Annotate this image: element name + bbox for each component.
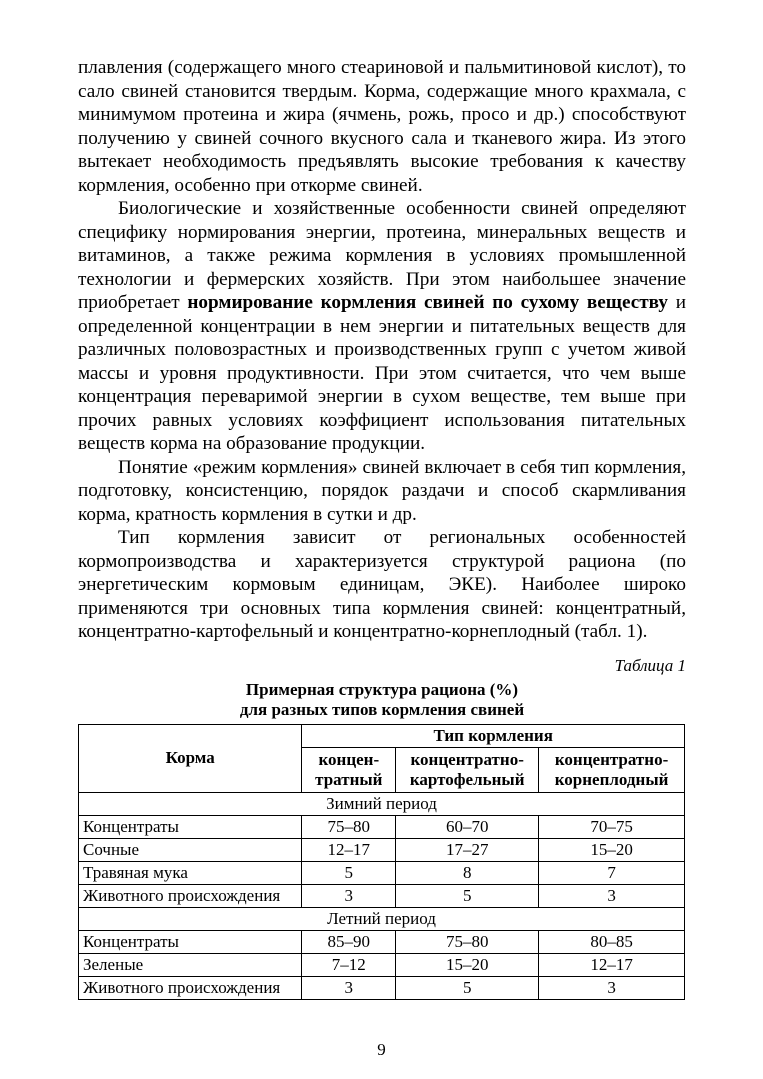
paragraph-2-text-b: и определенной концентрации в нем энергии и питательных веществ для различных половозрастных и производственных групп с учетом живой массы и уровня продуктивности. При этом считается, что чем выше концентрация переваримой энергии в сухом веществе, тем выше при прочих равных условиях коэффициент использования питательных веществ корма на образование продукции. xyxy=(78,292,686,454)
table-row: Сочные 12–17 17–27 15–20 xyxy=(79,838,685,861)
table-row: Животного происхождения 3 5 3 xyxy=(79,976,685,999)
paragraph-2 xyxy=(78,197,686,456)
page-number: 9 xyxy=(377,1040,386,1059)
paragraph-3: Понятие «режим кормления» свиней включает в себя тип кормления, подготовку, консистенцию, порядок раздачи и способ скармливания корма, кратность кормления в сутки и др. xyxy=(78,456,686,525)
summer-period-label: Летний период xyxy=(79,907,685,930)
winter-period-label: Зимний период xyxy=(79,792,685,815)
table-row: Концентраты 75–80 60–70 70–75 xyxy=(79,815,685,838)
summer-period-row xyxy=(79,907,685,930)
table-title-line2: для разных типов кормления свиней xyxy=(239,699,525,719)
table-caption: Таблица 1 xyxy=(614,655,686,675)
paragraph-2-bold: нормирование кормления свиней по сухому веществу xyxy=(187,292,668,313)
header-feeds: Корма xyxy=(79,724,302,792)
table-row: Травяная мука 5 8 7 xyxy=(79,861,685,884)
table-row: Животного происхождения 3 5 3 xyxy=(79,884,685,907)
winter-period-row xyxy=(79,792,685,815)
header-feeding-type: Тип кормления xyxy=(302,724,685,747)
header-concentrate: концен- тратный xyxy=(302,747,396,792)
ration-table xyxy=(78,724,685,1000)
table-row: Зеленые 7–12 15–20 12–17 xyxy=(79,953,685,976)
page-content xyxy=(78,56,686,1000)
table-header-row-1 xyxy=(79,724,685,747)
header-concentrate-rootcrop: концентратно- корнеплодный xyxy=(539,747,685,792)
table-row: Концентраты 85–90 75–80 80–85 xyxy=(79,930,685,953)
header-concentrate-potato: концентратно- картофельный xyxy=(396,747,539,792)
paragraph-4: Тип кормления зависит от региональных особенностей кормопроизводства и характеризуется структурой рациона (по энергетическим кормовым единицам, ЭКЕ). Наиболее широко применяются три основных типа кормления свиней: концентратный, концентратно-картофельный и концентратно-корнеплодный (табл. 1). xyxy=(78,527,686,642)
table-title-line1: Примерная структура рациона (%) xyxy=(245,679,519,699)
paragraph-2-text-a: Биологические и хозяйственные особенности свиней определяют специфику нормирования энергии, протеина, минеральных веществ и витаминов, а также режима кормления в условиях промышленной технологии и фермерских хозяйств. При этом наибольшее значение приобретает xyxy=(78,198,686,313)
paragraph-1: плавления (содержащего много стеариновой и пальмитиновой кислот), то сало свиней становится твердым. Корма, содержащие много крахмала, с минимумом протеина и жира (ячмень, рожь, просо и др.) способствуют получению у свиней сочного вкусного сала и тканевого жира. Из этого вытекает необходимость предъявлять высокие требования к качеству кормления, особенно при откорме свиней. xyxy=(78,57,686,196)
